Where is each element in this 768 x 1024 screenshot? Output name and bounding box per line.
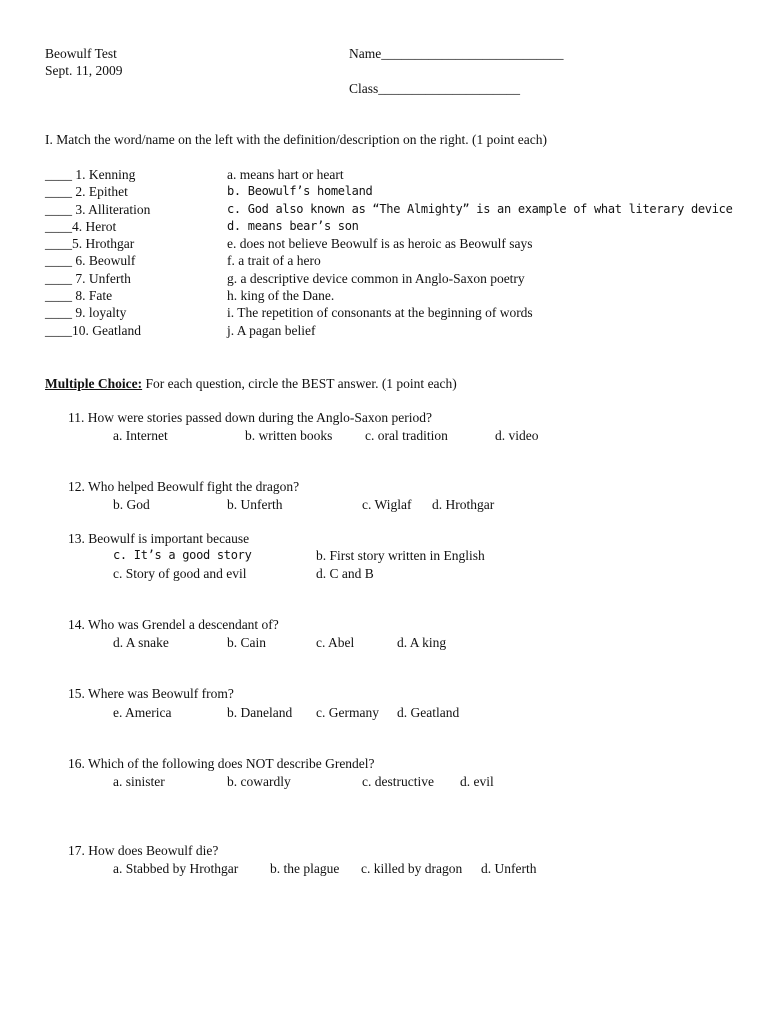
definition-item: d. means bear’s son <box>227 219 359 233</box>
question-text: 15. Where was Beowulf from? <box>68 686 234 701</box>
answer-option: b. written books <box>245 428 333 443</box>
answer-option: c. killed by dragon <box>361 861 463 876</box>
question-text: 11. How were stories passed down during the Anglo-Saxon period? <box>68 410 432 425</box>
multiple-choice-header <box>45 375 457 392</box>
answer-option: d. evil <box>460 774 494 789</box>
term-item: ____10. Geatland <box>45 323 141 338</box>
answer-option: a. Stabbed by Hrothgar <box>113 861 239 876</box>
answer-option: b. Daneland <box>227 705 293 720</box>
term-item: ____4. Herot <box>45 219 117 234</box>
answer-option: b. Unferth <box>227 497 283 512</box>
answer-option: c. Story of good and evil <box>113 566 247 581</box>
term-item: ____ 8. Fate <box>45 288 113 303</box>
answer-option: e. America <box>113 705 172 720</box>
definition-item: j. A pagan belief <box>227 323 316 338</box>
answer-option: c. Wiglaf <box>362 497 412 512</box>
definition-item: b. Beowulf’s homeland <box>227 184 373 198</box>
term-item: ____ 3. Alliteration <box>45 202 151 217</box>
answer-option: d. A snake <box>113 635 169 650</box>
answer-option: d. Geatland <box>397 705 460 720</box>
definition-item: g. a descriptive device common in Anglo-Saxon poetry <box>227 271 525 286</box>
class-field: Class_____________________ <box>349 81 521 96</box>
answer-option: b. cowardly <box>227 774 291 789</box>
term-item: ____ 2. Epithet <box>45 184 128 199</box>
answer-option: d. video <box>495 428 539 443</box>
test-title: Beowulf Test <box>45 46 117 61</box>
answer-option: b. the plague <box>270 861 340 876</box>
definition-item: i. The repetition of consonants at the beginning of words <box>227 305 533 320</box>
term-item: ____ 1. Kenning <box>45 167 136 182</box>
definition-item: e. does not believe Beowulf is as heroic as Beowulf says <box>227 236 533 251</box>
question-text: 17. How does Beowulf die? <box>68 843 219 858</box>
multiple-choice-instructions: For each question, circle the BEST answer. (1 point each) <box>142 376 457 391</box>
term-item: ____5. Hrothgar <box>45 236 135 251</box>
answer-option: a. Internet <box>113 428 168 443</box>
answer-option: c. Abel <box>316 635 355 650</box>
answer-option: c. oral tradition <box>365 428 448 443</box>
answer-option: d. A king <box>397 635 447 650</box>
answer-option: c. destructive <box>362 774 434 789</box>
term-item: ____ 9. loyalty <box>45 305 127 320</box>
term-item: ____ 7. Unferth <box>45 271 131 286</box>
answer-option: c. Germany <box>316 705 379 720</box>
answer-option: b. First story written in English <box>316 548 485 563</box>
answer-option: d. Hrothgar <box>432 497 495 512</box>
name-field: Name___________________________ <box>349 46 564 61</box>
test-date: Sept. 11, 2009 <box>45 63 123 78</box>
answer-option: d. C and B <box>316 566 374 581</box>
answer-option: b. God <box>113 497 150 512</box>
term-item: ____ 6. Beowulf <box>45 253 136 268</box>
answer-option: c. It’s a good story <box>113 548 252 562</box>
definition-item: f. a trait of a hero <box>227 253 321 268</box>
question-text: 13. Beowulf is important because <box>68 531 250 546</box>
answer-option: b. Cain <box>227 635 266 650</box>
question-text: 14. Who was Grendel a descendant of? <box>68 617 279 632</box>
definition-item: a. means hart or heart <box>227 167 344 182</box>
answer-option: d. Unferth <box>481 861 537 876</box>
definition-item: c. God also known as “The Almighty” is an example of what literary device <box>227 202 733 216</box>
multiple-choice-heading: Multiple Choice: <box>45 376 143 391</box>
definition-item: h. king of the Dane. <box>227 288 335 303</box>
question-text: 12. Who helped Beowulf fight the dragon? <box>68 479 300 494</box>
question-text: 16. Which of the following does NOT describe Grendel? <box>68 756 375 771</box>
matching-instructions: I. Match the word/name on the left with the definition/description on the right. (1 point each) <box>45 132 547 147</box>
answer-option: a. sinister <box>113 774 165 789</box>
